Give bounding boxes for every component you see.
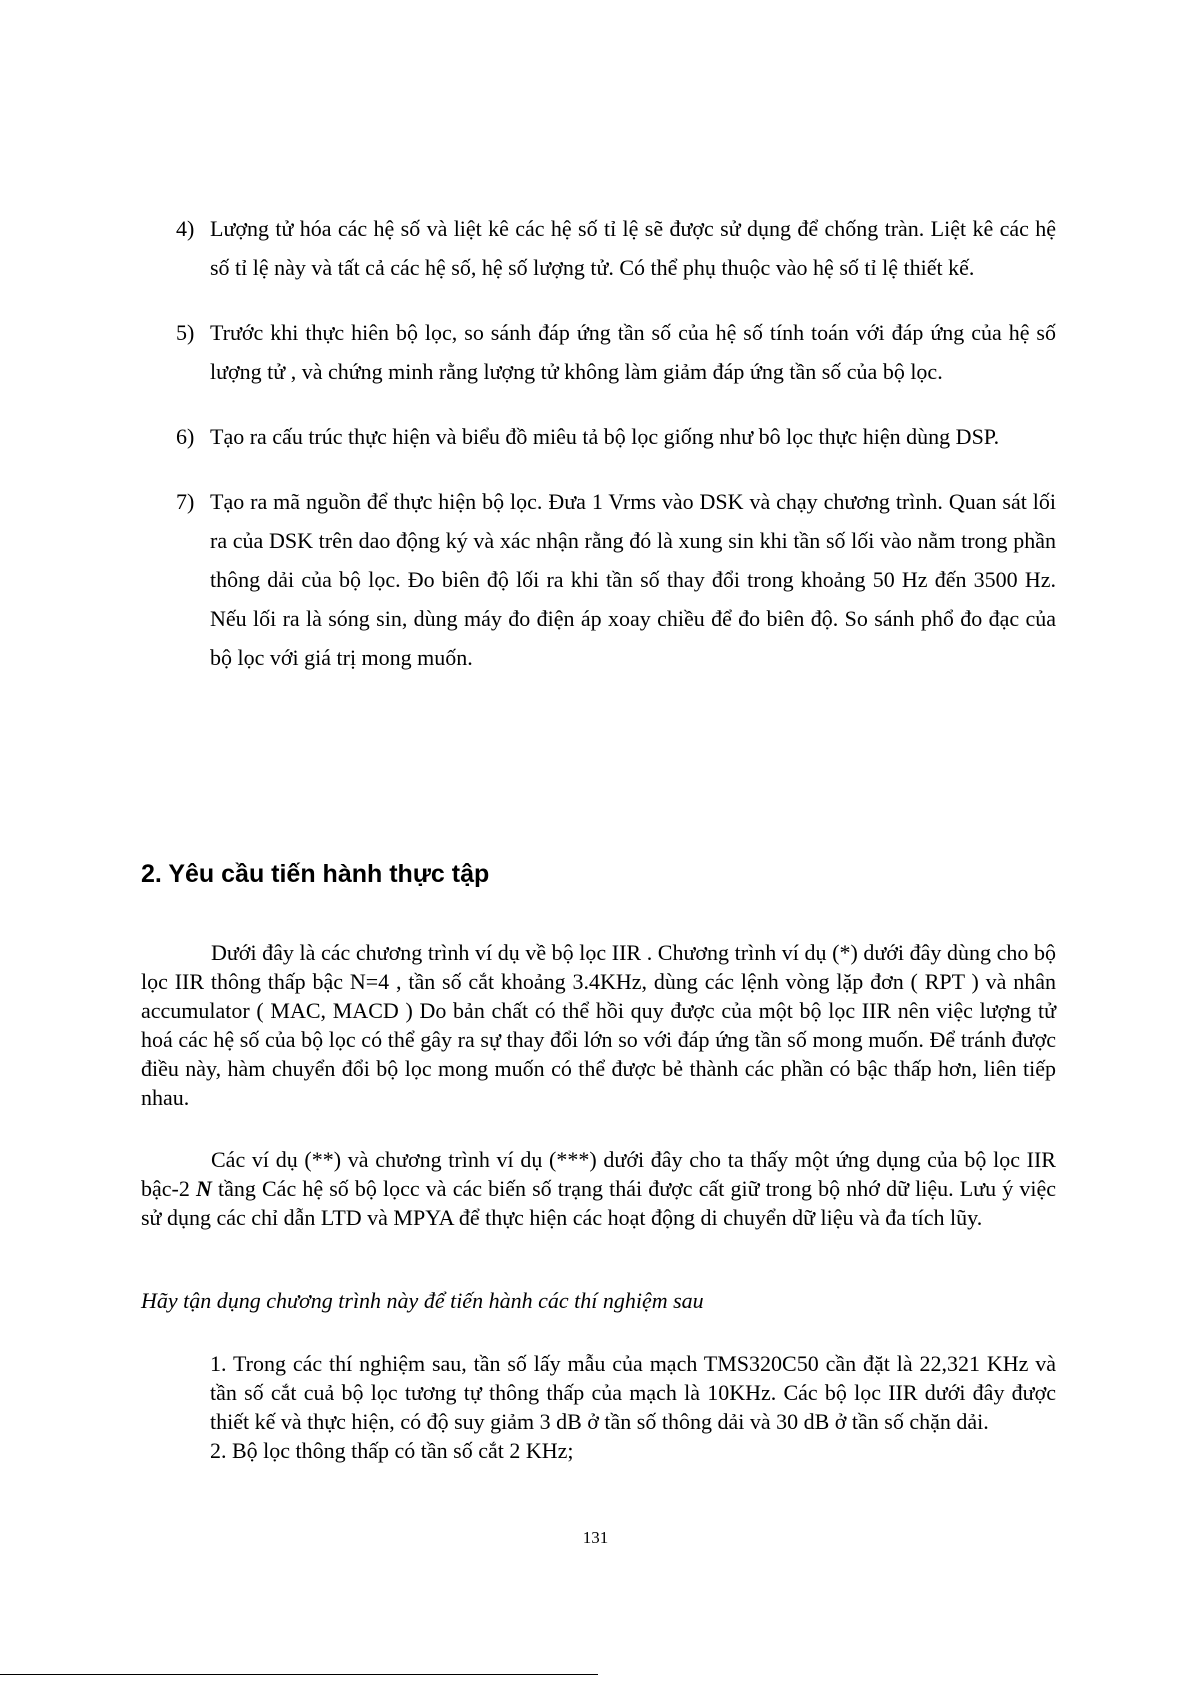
experiment-item: 1. Trong các thí nghiệm sau, tần số lấy mẫu của mạch TMS320C50 cần đặt là 22,321 KHz và tần số cắt cuả bộ lọc tương tự thông thấp của mạch là 10KHz. Các bộ lọc IIR dưới đây được thiết kế và thực hiện, có độ suy giảm 3 dB ở tần số thông dải và 30 dB ở tần số chặn dải. — [210, 1351, 1056, 1434]
paragraph-text-after: tầng Các hệ số bộ lọcc và các biến số trạng thái được cất giữ trong bộ nhớ dữ liệu. Lưu ý việc sử dụng các chỉ dẫn LTD và MPYA để thực hiện các hoạt động di chuyển dữ liệu và đa tích lũy. — [141, 1176, 1056, 1230]
step-number: 6) — [176, 424, 195, 449]
step-item — [176, 417, 1056, 456]
second-paragraph — [141, 1145, 1056, 1232]
paragraph-text-before: Các ví dụ (**) và chương trình ví dụ (***) dưới đây cho ta thấy một ứng dụng của bộ lọc IIR bậc-2 — [141, 1147, 1056, 1201]
step-text: Tạo ra mã nguồn để thực hiện bộ lọc. Đưa 1 Vrms vào DSK và chạy chương trình. Quan sát lối ra của DSK trên dao động ký và xác nhận rằng đó là xung sin khi tần số lối vào nằm trong phần thông dải của bộ lọc. Đo biên độ lối ra khi tần số thay đổi trong khoảng 50 Hz đến 3500 Hz. Nếu lối ra là sóng sin, dùng máy đo điện áp xoay chiều để đo biên độ. So sánh phổ đo đạc của bộ lọc với giá trị mong muốn. — [210, 489, 1056, 670]
experiment-item: 2. Bộ lọc thông thấp có tần số cắt 2 KHz; — [210, 1438, 574, 1463]
bottom-rule — [0, 1674, 598, 1675]
intro-paragraph: Dưới đây là các chương trình ví dụ về bộ lọc IIR . Chương trình ví dụ (*) dưới đây dùng cho bộ lọc IIR thông thấp bậc N=4 , tần số cắt khoảng 3.4KHz, dùng các lệnh vòng lặp đơn ( RPT ) và nhân accumulator ( MAC, MACD ) Do bản chất có thể hồi quy được của một bộ lọc IIR nên việc lượng tử hoá các hệ số của bộ lọc có thể gây ra sự thay đổi lớn so với đáp ứng tần số mong muốn. Để tránh được điều này, hàm chuyển đổi bộ lọc mong muốn có thể được bẻ thành các phần có bậc thấp hơn, liên tiếp nhau. — [141, 940, 1056, 1110]
step-item — [176, 482, 1056, 677]
step-number: 7) — [176, 489, 195, 514]
experiment-list — [210, 1349, 1056, 1465]
n-symbol: N — [195, 1176, 212, 1201]
step-text: Trước khi thực hiên bộ lọc, so sánh đáp ứng tần số của hệ số tính toán với đáp ứng của hệ số lượng tử , và chứng minh rằng lượng tử không làm giảm đáp ứng tần số của bộ lọc. — [210, 320, 1056, 384]
step-number: 5) — [176, 320, 195, 345]
numbered-steps-list — [176, 209, 1056, 703]
step-text: Lượng tử hóa các hệ số và liệt kê các hệ số tỉ lệ sẽ được sử dụng để chống tràn. Liệt kê các hệ số tỉ lệ này và tất cả các hệ số, hệ số lượng tử. Có thể phụ thuộc vào hệ số tỉ lệ thiết kế. — [210, 216, 1056, 280]
step-number: 4) — [176, 216, 195, 241]
step-text: Tạo ra cấu trúc thực hiện và biểu đồ miêu tả bộ lọc giống như bô lọc thực hiện dùng DSP. — [210, 424, 1000, 449]
section-heading: 2. Yêu cầu tiến hành thực tập — [141, 860, 490, 888]
instruction-line: Hãy tận dụng chương trình này để tiến hành các thí nghiệm sau — [141, 1288, 704, 1313]
step-item — [176, 313, 1056, 391]
page-number: 131 — [582, 1528, 609, 1547]
step-item — [176, 209, 1056, 287]
